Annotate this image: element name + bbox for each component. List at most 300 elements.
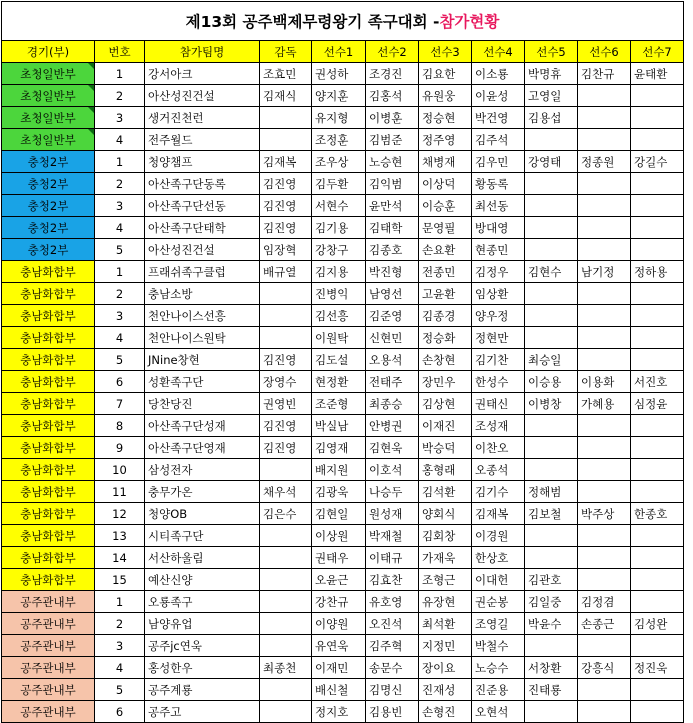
coach-cell[interactable]: 김재식 [260,85,312,107]
player-cell[interactable]: 서창환 [525,657,578,679]
number-cell[interactable]: 5 [95,679,145,701]
player-cell[interactable]: 노승수 [472,657,525,679]
division-cell[interactable]: 공주관내부 [2,591,95,613]
player-cell[interactable]: 서진호 [631,371,684,393]
team-name-cell[interactable]: 생거진천런 [145,107,260,129]
player-cell[interactable]: 김범준 [366,129,419,151]
coach-cell[interactable]: 김진영 [260,437,312,459]
player-cell[interactable]: 현정환 [312,371,366,393]
team-name-cell[interactable]: 천안나이스원탁 [145,327,260,349]
division-cell[interactable]: 충남화합부 [2,261,95,283]
division-cell[interactable]: 초청일반부 [2,63,95,85]
player-cell[interactable]: 윤태환 [631,63,684,85]
player-cell[interactable]: 남기정 [578,261,631,283]
player-cell[interactable]: 양지훈 [312,85,366,107]
player-cell[interactable] [578,173,631,195]
player-cell[interactable]: 김명신 [366,679,419,701]
player-cell[interactable]: 이재진 [419,415,472,437]
player-cell[interactable]: 이용화 [578,371,631,393]
player-cell[interactable]: 김기찬 [472,349,525,371]
header-team[interactable]: 참가팀명 [145,41,260,63]
player-cell[interactable] [631,635,684,657]
division-cell[interactable]: 충남화합부 [2,503,95,525]
team-name-cell[interactable]: 천안나이스선흥 [145,305,260,327]
number-cell[interactable]: 12 [95,503,145,525]
number-cell[interactable]: 13 [95,525,145,547]
player-cell[interactable]: 강길수 [631,151,684,173]
player-cell[interactable]: 이호석 [366,459,419,481]
player-cell[interactable]: 김익범 [366,173,419,195]
division-cell[interactable]: 초청일반부 [2,85,95,107]
player-cell[interactable] [631,85,684,107]
player-cell[interactable] [631,679,684,701]
player-cell[interactable] [631,173,684,195]
team-name-cell[interactable]: 아산성진건설 [145,85,260,107]
division-cell[interactable]: 충남화합부 [2,525,95,547]
team-name-cell[interactable]: 청양챔프 [145,151,260,173]
number-cell[interactable]: 6 [95,371,145,393]
player-cell[interactable]: 정하용 [631,261,684,283]
player-cell[interactable] [631,239,684,261]
player-cell[interactable]: 유원웅 [419,85,472,107]
number-cell[interactable]: 4 [95,327,145,349]
coach-cell[interactable]: 김진영 [260,349,312,371]
number-cell[interactable]: 3 [95,107,145,129]
player-cell[interactable] [525,459,578,481]
number-cell[interactable]: 3 [95,195,145,217]
player-cell[interactable]: 진병익 [312,283,366,305]
division-cell[interactable]: 공주관내부 [2,679,95,701]
player-cell[interactable]: 박윤수 [525,613,578,635]
team-name-cell[interactable]: 남양유업 [145,613,260,635]
player-cell[interactable]: 유장현 [419,591,472,613]
player-cell[interactable]: 황동록 [472,173,525,195]
player-cell[interactable]: 최종승 [366,393,419,415]
player-cell[interactable]: 오현석 [472,701,525,723]
number-cell[interactable]: 3 [95,635,145,657]
team-name-cell[interactable]: JNine창현 [145,349,260,371]
coach-cell[interactable]: 김진영 [260,217,312,239]
player-cell[interactable]: 박건영 [472,107,525,129]
coach-cell[interactable] [260,547,312,569]
player-cell[interactable] [525,195,578,217]
player-cell[interactable]: 정진욱 [631,657,684,679]
player-cell[interactable]: 김용섭 [525,107,578,129]
player-cell[interactable]: 최선동 [472,195,525,217]
coach-cell[interactable]: 배규열 [260,261,312,283]
player-cell[interactable] [631,481,684,503]
coach-cell[interactable]: 김진영 [260,173,312,195]
player-cell[interactable]: 권성하 [312,63,366,85]
player-cell[interactable]: 김태학 [366,217,419,239]
player-cell[interactable]: 김종호 [366,239,419,261]
header-player2[interactable]: 선수2 [366,41,419,63]
number-cell[interactable]: 6 [95,701,145,723]
player-cell[interactable]: 조우상 [312,151,366,173]
division-cell[interactable]: 초청일반부 [2,107,95,129]
player-cell[interactable]: 김찬규 [578,63,631,85]
player-cell[interactable]: 진재성 [419,679,472,701]
player-cell[interactable] [525,525,578,547]
player-cell[interactable] [525,415,578,437]
player-cell[interactable]: 이승용 [525,371,578,393]
player-cell[interactable] [578,525,631,547]
number-cell[interactable]: 5 [95,349,145,371]
player-cell[interactable] [578,85,631,107]
player-cell[interactable]: 김상현 [419,393,472,415]
number-cell[interactable]: 8 [95,415,145,437]
coach-cell[interactable]: 권영빈 [260,393,312,415]
player-cell[interactable] [525,129,578,151]
number-cell[interactable]: 1 [95,63,145,85]
division-cell[interactable]: 초청일반부 [2,129,95,151]
team-name-cell[interactable]: 홍성한우 [145,657,260,679]
player-cell[interactable]: 한종호 [631,503,684,525]
player-cell[interactable]: 홍형래 [419,459,472,481]
division-cell[interactable]: 충청2부 [2,151,95,173]
coach-cell[interactable]: 장영수 [260,371,312,393]
player-cell[interactable]: 권순봉 [472,591,525,613]
player-cell[interactable]: 이찬오 [472,437,525,459]
coach-cell[interactable] [260,679,312,701]
player-cell[interactable]: 김재복 [472,503,525,525]
player-cell[interactable]: 김도설 [312,349,366,371]
division-cell[interactable]: 충남화합부 [2,547,95,569]
header-player1[interactable]: 선수1 [312,41,366,63]
team-name-cell[interactable]: 아산성진건설 [145,239,260,261]
number-cell[interactable]: 4 [95,217,145,239]
coach-cell[interactable] [260,591,312,613]
player-cell[interactable] [631,327,684,349]
player-cell[interactable]: 이재민 [312,657,366,679]
number-cell[interactable]: 1 [95,151,145,173]
coach-cell[interactable] [260,305,312,327]
player-cell[interactable]: 고영일 [525,85,578,107]
player-cell[interactable] [578,305,631,327]
coach-cell[interactable] [260,459,312,481]
player-cell[interactable] [525,217,578,239]
team-name-cell[interactable]: 아산족구단태학 [145,217,260,239]
player-cell[interactable]: 박철수 [472,635,525,657]
player-cell[interactable]: 조경진 [366,63,419,85]
player-cell[interactable]: 김주혁 [366,635,419,657]
header-division[interactable]: 경기(부) [2,41,95,63]
player-cell[interactable] [578,459,631,481]
number-cell[interactable]: 15 [95,569,145,591]
team-name-cell[interactable]: 성환족구단 [145,371,260,393]
coach-cell[interactable]: 최종천 [260,657,312,679]
player-cell[interactable]: 정종원 [578,151,631,173]
player-cell[interactable]: 신현민 [366,327,419,349]
player-cell[interactable] [578,195,631,217]
player-cell[interactable] [578,283,631,305]
player-cell[interactable]: 양회식 [419,503,472,525]
coach-cell[interactable] [260,635,312,657]
player-cell[interactable]: 김우민 [472,151,525,173]
player-cell[interactable]: 박재철 [366,525,419,547]
player-cell[interactable]: 유지형 [312,107,366,129]
number-cell[interactable]: 2 [95,173,145,195]
coach-cell[interactable]: 김진영 [260,195,312,217]
team-name-cell[interactable]: 공주계룡 [145,679,260,701]
division-cell[interactable]: 공주관내부 [2,635,95,657]
player-cell[interactable]: 장민우 [419,371,472,393]
coach-cell[interactable]: 김진영 [260,415,312,437]
header-player7[interactable]: 선수7 [631,41,684,63]
number-cell[interactable]: 4 [95,129,145,151]
player-cell[interactable]: 김기수 [472,481,525,503]
player-cell[interactable] [578,239,631,261]
player-cell[interactable]: 김지용 [312,261,366,283]
player-cell[interactable] [525,547,578,569]
team-name-cell[interactable]: 공주jc연욱 [145,635,260,657]
player-cell[interactable] [578,217,631,239]
player-cell[interactable]: 오윤근 [312,569,366,591]
player-cell[interactable]: 권태우 [312,547,366,569]
player-cell[interactable]: 전태주 [366,371,419,393]
player-cell[interactable]: 김선흥 [312,305,366,327]
team-name-cell[interactable]: 강서아크 [145,63,260,85]
player-cell[interactable] [525,283,578,305]
player-cell[interactable]: 조형근 [419,569,472,591]
team-name-cell[interactable]: 당찬당진 [145,393,260,415]
player-cell[interactable] [578,129,631,151]
player-cell[interactable]: 문영필 [419,217,472,239]
header-player3[interactable]: 선수3 [419,41,472,63]
player-cell[interactable]: 남영선 [366,283,419,305]
team-name-cell[interactable]: 아산족구단성재 [145,415,260,437]
player-cell[interactable] [631,349,684,371]
player-cell[interactable]: 이원탁 [312,327,366,349]
player-cell[interactable] [631,459,684,481]
division-cell[interactable]: 충남화합부 [2,415,95,437]
player-cell[interactable] [578,437,631,459]
division-cell[interactable]: 공주관내부 [2,701,95,723]
player-cell[interactable]: 최승일 [525,349,578,371]
team-name-cell[interactable]: 서산하울림 [145,547,260,569]
player-cell[interactable]: 김현욱 [366,437,419,459]
header-player6[interactable]: 선수6 [578,41,631,63]
player-cell[interactable]: 김두환 [312,173,366,195]
player-cell[interactable]: 현종민 [472,239,525,261]
division-cell[interactable]: 충청2부 [2,195,95,217]
player-cell[interactable]: 박승덕 [419,437,472,459]
team-name-cell[interactable]: 공주고 [145,701,260,723]
team-name-cell[interactable]: 아산족구단선동 [145,195,260,217]
division-cell[interactable]: 충남화합부 [2,437,95,459]
player-cell[interactable]: 이양원 [312,613,366,635]
team-name-cell[interactable]: 시티족구단 [145,525,260,547]
player-cell[interactable]: 조준형 [312,393,366,415]
player-cell[interactable]: 김정우 [472,261,525,283]
player-cell[interactable] [631,415,684,437]
player-cell[interactable]: 최석환 [419,613,472,635]
player-cell[interactable] [525,239,578,261]
player-cell[interactable]: 양우정 [472,305,525,327]
player-cell[interactable]: 진태룡 [525,679,578,701]
player-cell[interactable]: 이승훈 [419,195,472,217]
number-cell[interactable]: 5 [95,239,145,261]
player-cell[interactable]: 김일중 [525,591,578,613]
player-cell[interactable]: 오종석 [472,459,525,481]
player-cell[interactable]: 김용빈 [366,701,419,723]
player-cell[interactable]: 이태규 [366,547,419,569]
player-cell[interactable]: 가재욱 [419,547,472,569]
team-name-cell[interactable]: 아산족구단영재 [145,437,260,459]
number-cell[interactable]: 14 [95,547,145,569]
player-cell[interactable] [631,195,684,217]
number-cell[interactable]: 7 [95,393,145,415]
player-cell[interactable]: 노승현 [366,151,419,173]
player-cell[interactable]: 이병창 [525,393,578,415]
player-cell[interactable]: 송문수 [366,657,419,679]
player-cell[interactable] [525,305,578,327]
coach-cell[interactable] [260,327,312,349]
coach-cell[interactable] [260,283,312,305]
number-cell[interactable]: 4 [95,657,145,679]
number-cell[interactable]: 11 [95,481,145,503]
player-cell[interactable] [525,327,578,349]
player-cell[interactable]: 나승두 [366,481,419,503]
team-name-cell[interactable]: 삼성전자 [145,459,260,481]
player-cell[interactable] [578,349,631,371]
player-cell[interactable]: 한성수 [472,371,525,393]
number-cell[interactable]: 1 [95,591,145,613]
division-cell[interactable]: 충남화합부 [2,481,95,503]
player-cell[interactable]: 김관호 [525,569,578,591]
player-cell[interactable]: 유연욱 [312,635,366,657]
player-cell[interactable]: 강영태 [525,151,578,173]
player-cell[interactable]: 정지호 [312,701,366,723]
coach-cell[interactable] [260,107,312,129]
player-cell[interactable]: 김준영 [366,305,419,327]
player-cell[interactable]: 김현일 [312,503,366,525]
player-cell[interactable]: 장이요 [419,657,472,679]
player-cell[interactable]: 김요한 [419,63,472,85]
player-cell[interactable]: 이상덕 [419,173,472,195]
player-cell[interactable]: 임상환 [472,283,525,305]
division-cell[interactable]: 충청2부 [2,239,95,261]
division-cell[interactable]: 충남화합부 [2,305,95,327]
player-cell[interactable]: 김정겸 [578,591,631,613]
player-cell[interactable] [631,283,684,305]
player-cell[interactable] [631,547,684,569]
player-cell[interactable] [578,481,631,503]
player-cell[interactable]: 강찬규 [312,591,366,613]
player-cell[interactable]: 오진석 [366,613,419,635]
player-cell[interactable]: 이윤성 [472,85,525,107]
player-cell[interactable]: 김현수 [525,261,578,283]
header-coach[interactable]: 감독 [260,41,312,63]
player-cell[interactable]: 원성재 [366,503,419,525]
coach-cell[interactable] [260,525,312,547]
player-cell[interactable]: 김회창 [419,525,472,547]
player-cell[interactable]: 정현만 [472,327,525,349]
coach-cell[interactable] [260,129,312,151]
player-cell[interactable] [631,129,684,151]
player-cell[interactable] [525,173,578,195]
player-cell[interactable]: 진준용 [472,679,525,701]
player-cell[interactable]: 김영재 [312,437,366,459]
player-cell[interactable]: 배지원 [312,459,366,481]
player-cell[interactable]: 박주상 [578,503,631,525]
team-name-cell[interactable]: 오룡족구 [145,591,260,613]
player-cell[interactable]: 손형진 [419,701,472,723]
player-cell[interactable] [631,569,684,591]
player-cell[interactable]: 손요환 [419,239,472,261]
coach-cell[interactable]: 임장혁 [260,239,312,261]
player-cell[interactable]: 손창현 [419,349,472,371]
player-cell[interactable]: 김주석 [472,129,525,151]
player-cell[interactable] [578,107,631,129]
player-cell[interactable]: 강창구 [312,239,366,261]
player-cell[interactable]: 김종경 [419,305,472,327]
player-cell[interactable]: 심정윤 [631,393,684,415]
team-name-cell[interactable]: 충무가온 [145,481,260,503]
player-cell[interactable] [578,635,631,657]
player-cell[interactable] [578,415,631,437]
number-cell[interactable]: 2 [95,85,145,107]
player-cell[interactable]: 조정훈 [312,129,366,151]
player-cell[interactable]: 김효찬 [366,569,419,591]
player-cell[interactable]: 김석환 [419,481,472,503]
player-cell[interactable]: 이병훈 [366,107,419,129]
number-cell[interactable]: 3 [95,305,145,327]
division-cell[interactable]: 충남화합부 [2,371,95,393]
number-cell[interactable]: 2 [95,613,145,635]
division-cell[interactable]: 충청2부 [2,217,95,239]
team-name-cell[interactable]: 전주월드 [145,129,260,151]
division-cell[interactable]: 충청2부 [2,173,95,195]
player-cell[interactable]: 박진형 [366,261,419,283]
team-name-cell[interactable]: 프래쉬족구클럽 [145,261,260,283]
player-cell[interactable]: 박실남 [312,415,366,437]
division-cell[interactable]: 충남화합부 [2,393,95,415]
division-cell[interactable]: 충남화합부 [2,283,95,305]
coach-cell[interactable] [260,569,312,591]
player-cell[interactable]: 배신철 [312,679,366,701]
team-name-cell[interactable]: 예산신양 [145,569,260,591]
player-cell[interactable] [631,217,684,239]
division-cell[interactable]: 충남화합부 [2,459,95,481]
header-player5[interactable]: 선수5 [525,41,578,63]
team-name-cell[interactable]: 아산족구단동록 [145,173,260,195]
player-cell[interactable]: 김광욱 [312,481,366,503]
player-cell[interactable] [631,305,684,327]
player-cell[interactable] [578,569,631,591]
player-cell[interactable]: 이대헌 [472,569,525,591]
header-number[interactable]: 번호 [95,41,145,63]
player-cell[interactable]: 한상호 [472,547,525,569]
number-cell[interactable]: 9 [95,437,145,459]
division-cell[interactable]: 공주관내부 [2,657,95,679]
player-cell[interactable]: 박명휴 [525,63,578,85]
player-cell[interactable] [578,327,631,349]
player-cell[interactable]: 서현수 [312,195,366,217]
coach-cell[interactable]: 채우석 [260,481,312,503]
player-cell[interactable]: 오용석 [366,349,419,371]
division-cell[interactable]: 충남화합부 [2,327,95,349]
player-cell[interactable]: 윤만석 [366,195,419,217]
player-cell[interactable]: 권태신 [472,393,525,415]
player-cell[interactable]: 이소룡 [472,63,525,85]
player-cell[interactable]: 고윤환 [419,283,472,305]
player-cell[interactable]: 김성완 [631,613,684,635]
player-cell[interactable]: 유호영 [366,591,419,613]
coach-cell[interactable]: 조효민 [260,63,312,85]
number-cell[interactable]: 2 [95,283,145,305]
division-cell[interactable]: 충남화합부 [2,349,95,371]
